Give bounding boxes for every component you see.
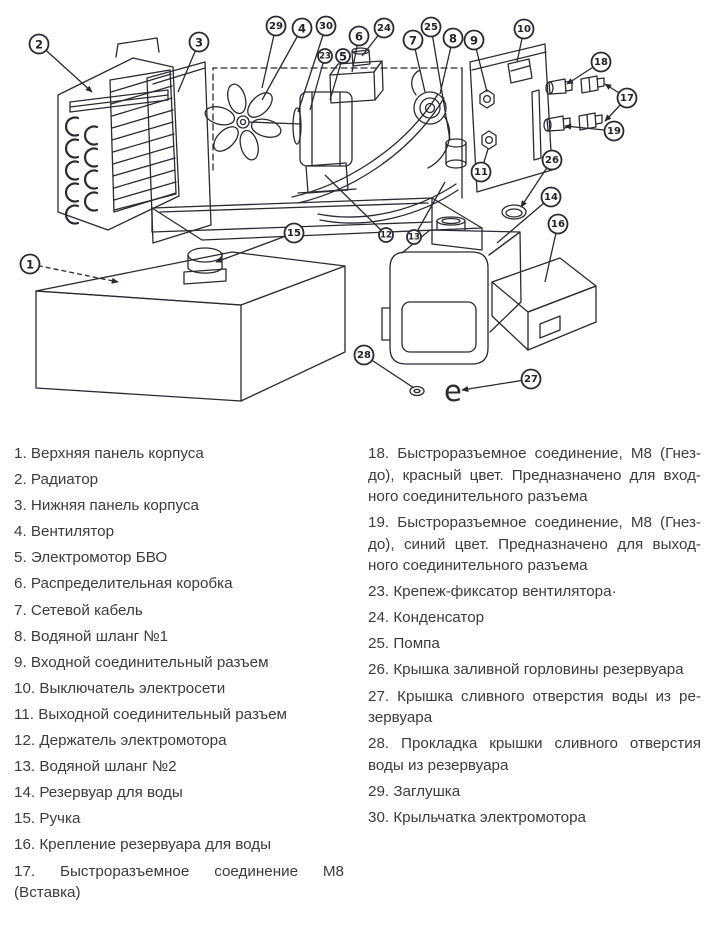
part-list-item (14, 469, 344, 491)
callout-2 (30, 35, 93, 93)
callout-16 (545, 215, 568, 283)
part-list-line: 12. Держатель электромотора (14, 732, 227, 750)
callout-number: 11 (474, 167, 488, 178)
water-tank-sketch (382, 217, 521, 364)
part-list-line: до), красный цвет. Предназначено для вход- (368, 466, 701, 484)
callout-number: 2 (34, 37, 44, 52)
part-list-line: до), синий цвет. Предназначено для выход- (368, 535, 701, 553)
callout-7 (404, 31, 426, 93)
callout-layer (21, 17, 637, 391)
callout-number: 3 (194, 35, 204, 50)
callout-number: 6 (354, 29, 364, 44)
callout-number: 18 (594, 57, 608, 68)
callout-number: 10 (517, 24, 531, 35)
exploded-diagram (0, 0, 714, 430)
part-list-line: зервуара (368, 709, 433, 727)
part-list-line: 19. Быстроразъемное соединение, М8 (Гнез- (368, 514, 701, 532)
part-list-line: (Вставка) (14, 884, 81, 901)
part-list-line: 17. Быстроразъемное соединение М8 (14, 862, 344, 880)
callout-number: 30 (319, 21, 333, 32)
part-list-item (14, 756, 344, 778)
part-list-line: ного соединительного разъема (368, 557, 588, 575)
callout-number: 28 (357, 350, 371, 361)
part-list-line: 27. Крышка сливного отверстия воды из ре- (368, 687, 701, 705)
part-list-item (14, 626, 344, 648)
part-list-line: 14. Резервуар для воды (14, 784, 183, 802)
callout-leader (310, 56, 325, 110)
part-list-item (14, 678, 344, 700)
callout-number: 19 (607, 126, 621, 137)
part-list-line: 24. Конденсатор (368, 609, 485, 627)
part-list-item (368, 581, 701, 603)
part-list-item (368, 607, 701, 629)
part-list-line: ного соединительного разъема (368, 488, 588, 505)
part-list-item (14, 600, 344, 622)
part-list-line: 7. Сетевой кабель (14, 601, 143, 619)
part-list-line: 8. Водяной шланг №1 (14, 627, 169, 645)
part-list-line: 4. Вентилятор (14, 523, 115, 541)
callout-28 (355, 346, 415, 389)
part-list-item (368, 443, 701, 508)
part-list-item (14, 808, 344, 830)
part-list-line: 18. Быстроразъемное соединение, М8 (Гнез- (368, 445, 701, 462)
part-list-item (14, 495, 344, 517)
callout-leader (30, 264, 118, 282)
callout-number: 15 (287, 228, 301, 239)
part-list-line: 13. Водяной шланг №2 (14, 758, 177, 776)
lower-panel-sketch (147, 62, 482, 250)
part-list-item (14, 704, 344, 726)
callout-number: 12 (380, 230, 392, 241)
callout-number: 9 (469, 33, 479, 48)
callout-number: 17 (620, 93, 634, 104)
callout-leader (497, 197, 551, 243)
parts-list (0, 430, 714, 908)
top-panel-sketch (36, 248, 345, 401)
callout-leader (462, 379, 531, 390)
part-list-item (368, 686, 701, 729)
callout-number: 23 (319, 51, 331, 62)
part-list-line: 3. Нижняя панель корпуса (14, 497, 199, 515)
power-cable-sketch (412, 70, 450, 168)
callout-8 (440, 29, 463, 95)
callout-number: 7 (408, 33, 418, 48)
parts-list-left-column (14, 443, 344, 908)
callout-19 (565, 122, 624, 141)
pump-sketch (446, 139, 466, 168)
tank-bracket-sketch (492, 258, 596, 350)
part-list-line: 26. Крышка заливной горловины резервуара (368, 661, 684, 679)
callout-number: 4 (297, 21, 307, 36)
part-list-item (368, 659, 701, 681)
part-list-line: 1. Верхняя панель корпуса (14, 445, 204, 462)
part-list-item (368, 733, 701, 776)
callout-number: 16 (551, 219, 565, 230)
part-list-line: 16. Крепление резервуара для воды (14, 836, 272, 854)
part-list-item (14, 652, 344, 674)
part-list-line: 5. Электромотор БВО (14, 549, 168, 567)
part-list-line: 11. Выходной соединительный разъем (14, 705, 287, 723)
callout-number: 24 (377, 23, 391, 34)
part-list-line: воды из резервуара (368, 756, 509, 774)
callout-number: 27 (524, 374, 538, 385)
part-list-item (368, 807, 701, 829)
part-list-item (14, 834, 344, 856)
part-list-item (368, 781, 701, 803)
part-list-item (14, 573, 344, 595)
callout-number: 26 (545, 155, 559, 166)
callout-17 (605, 84, 637, 121)
part-list-line: 30. Крыльчатка электромотора (368, 808, 586, 826)
callout-29 (262, 17, 286, 89)
callout-number: 8 (448, 31, 458, 46)
part-list-line: 15. Ручка (14, 810, 81, 828)
radiator-sketch (58, 38, 179, 230)
part-list-item (14, 521, 344, 543)
parts-list-right-column (368, 443, 701, 908)
callout-23 (310, 49, 332, 110)
quick-connectors-sketch (544, 76, 604, 131)
part-list-item (14, 443, 344, 465)
callout-number: 13 (408, 232, 420, 243)
drain-parts-sketch (410, 374, 462, 408)
callout-number: 25 (424, 22, 438, 33)
part-list-item (368, 512, 701, 577)
part-list-line: 10. Выключатель электросети (14, 679, 226, 697)
part-list-item (14, 730, 344, 752)
callout-27 (462, 370, 541, 391)
part-list-line: 9. Входной соединительный разъем (14, 653, 269, 671)
part-list-line: 25. Помпа (368, 635, 440, 653)
part-list-item (14, 547, 344, 569)
callout-number: 29 (269, 21, 283, 32)
callout-number: 14 (544, 192, 558, 203)
part-list-line: 23. Крепеж-фиксатор вентилятора· (368, 583, 617, 601)
part-list-line: 6. Распределительная коробка (14, 575, 233, 593)
part-list-item (14, 861, 344, 904)
part-list-line: 28. Прокладка крышки сливного отверстия (368, 735, 701, 753)
part-list-item (14, 782, 344, 804)
callout-number: 1 (25, 257, 35, 272)
callout-12 (325, 175, 393, 242)
filler-cap-sketch (502, 205, 526, 219)
part-list-line: 2. Радиатор (14, 471, 99, 489)
part-list-line: 29. Заглушка (368, 782, 461, 800)
part-list-item (368, 633, 701, 655)
motor-sketch (249, 92, 356, 193)
callout-leader (414, 182, 445, 237)
drain-cap-glyph: e (444, 374, 462, 408)
callout-leader (39, 44, 92, 92)
callout-number: 5 (338, 49, 348, 64)
